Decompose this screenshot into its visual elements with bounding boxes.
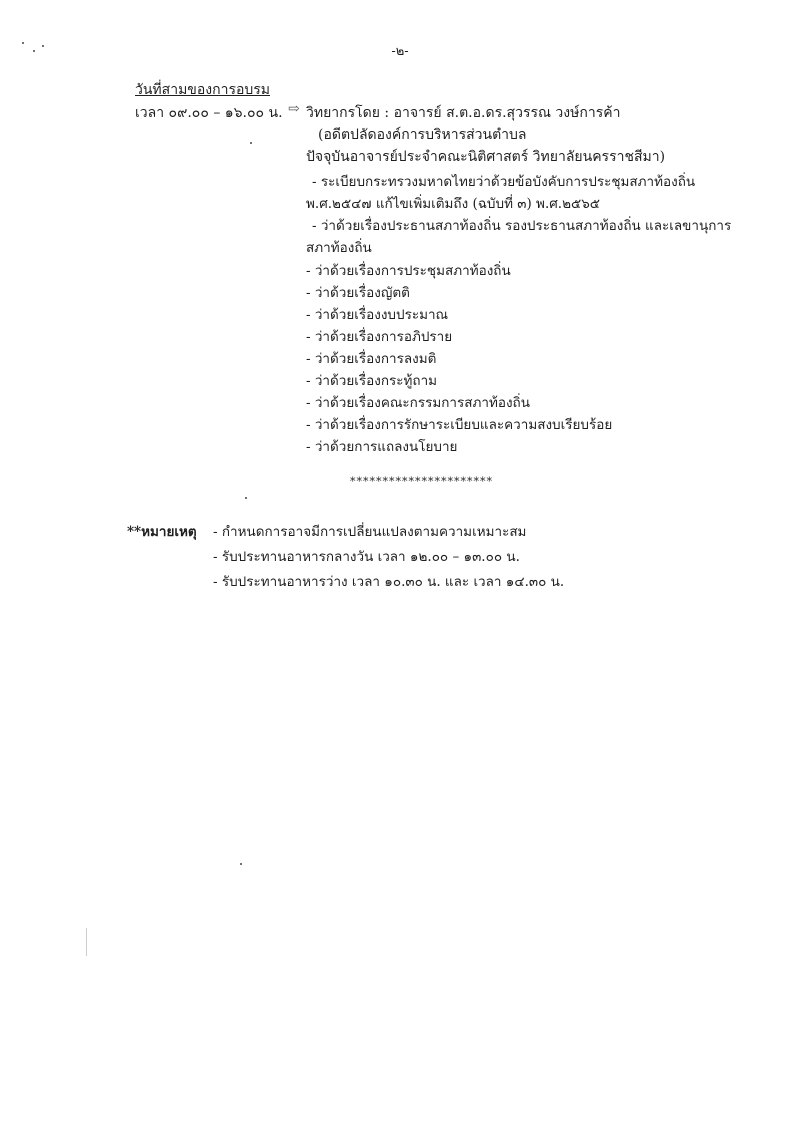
section-separator: **********************: [350, 475, 493, 488]
topic-item: - ว่าด้วยเรื่องการรักษาระเบียบและความสงบเรียบร้อย: [306, 417, 613, 433]
day-heading: วันที่สามของการอบรม: [135, 82, 271, 98]
right-arrow-icon: ⇨: [288, 101, 300, 117]
topic-item: - ว่าด้วยการแถลงนโยบาย: [306, 439, 458, 455]
topic-item: พ.ศ.๒๕๔๗ แก้ไขเพิ่มเติมถึง (ฉบับที่ ๓) พ.ศ.๒๕๖๕: [306, 196, 601, 212]
topic-item: - ว่าด้วยเรื่องการประชุมสภาท้องถิ่น: [306, 263, 511, 279]
page-number: -๒-: [391, 44, 409, 59]
speaker-current-position: ปัจจุบันอาจารย์ประจำคณะนิติศาสตร์ วิทยาลัยนครราชสีมา): [306, 149, 666, 165]
topic-item: สภาท้องถิ่น: [306, 240, 372, 256]
note-item: - กำหนดการอาจมีการเปลี่ยนแปลงตามความเหมาะสม: [213, 524, 527, 540]
topic-item: - ว่าด้วยเรื่องการอภิปราย: [306, 329, 453, 345]
topic-item: - ว่าด้วยเรื่องกระทู้ถาม: [306, 373, 438, 389]
scan-speck: [240, 863, 242, 865]
scan-speck: [33, 50, 35, 52]
topic-item: - ว่าด้วยเรื่องญัตติ: [306, 285, 410, 301]
speaker-former-position: (อดีตปลัดองค์การบริหารส่วนตำบล: [318, 127, 527, 143]
topic-item: - ว่าด้วยเรื่องการลงมติ: [306, 351, 437, 367]
note-label: **หมายเหตุ: [127, 524, 197, 540]
scan-speck: [245, 497, 247, 499]
scan-edge-line: [86, 928, 87, 956]
scan-speck: [42, 45, 44, 47]
session-time: เวลา ๐๙.๐๐ – ๑๖.๐๐ น.: [135, 105, 283, 121]
topic-item: - ระเบียบกระทรวงมหาดไทยว่าด้วยข้อบังคับการประชุมสภาท้องถิ่น: [312, 174, 696, 190]
scan-speck: [22, 42, 24, 44]
scan-speck: [250, 142, 252, 144]
speaker-name: วิทยากรโดย : อาจารย์ ส.ต.อ.ดร.สุวรรณ วงษ์การค้า: [306, 105, 621, 121]
note-item: - รับประทานอาหารกลางวัน เวลา ๑๒.๐๐ – ๑๓.๐๐ น.: [213, 549, 520, 565]
note-item: - รับประทานอาหารว่าง เวลา ๑๐.๓๐ น. และ เวลา ๑๔.๓๐ น.: [213, 574, 565, 590]
topic-item: - ว่าด้วยเรื่องประธานสภาท้องถิ่น รองประธานสภาท้องถิ่น และเลขานุการ: [312, 218, 732, 234]
topic-item: - ว่าด้วยเรื่องงบประมาณ: [306, 307, 449, 323]
topic-item: - ว่าด้วยเรื่องคณะกรรมการสภาท้องถิ่น: [306, 395, 530, 411]
